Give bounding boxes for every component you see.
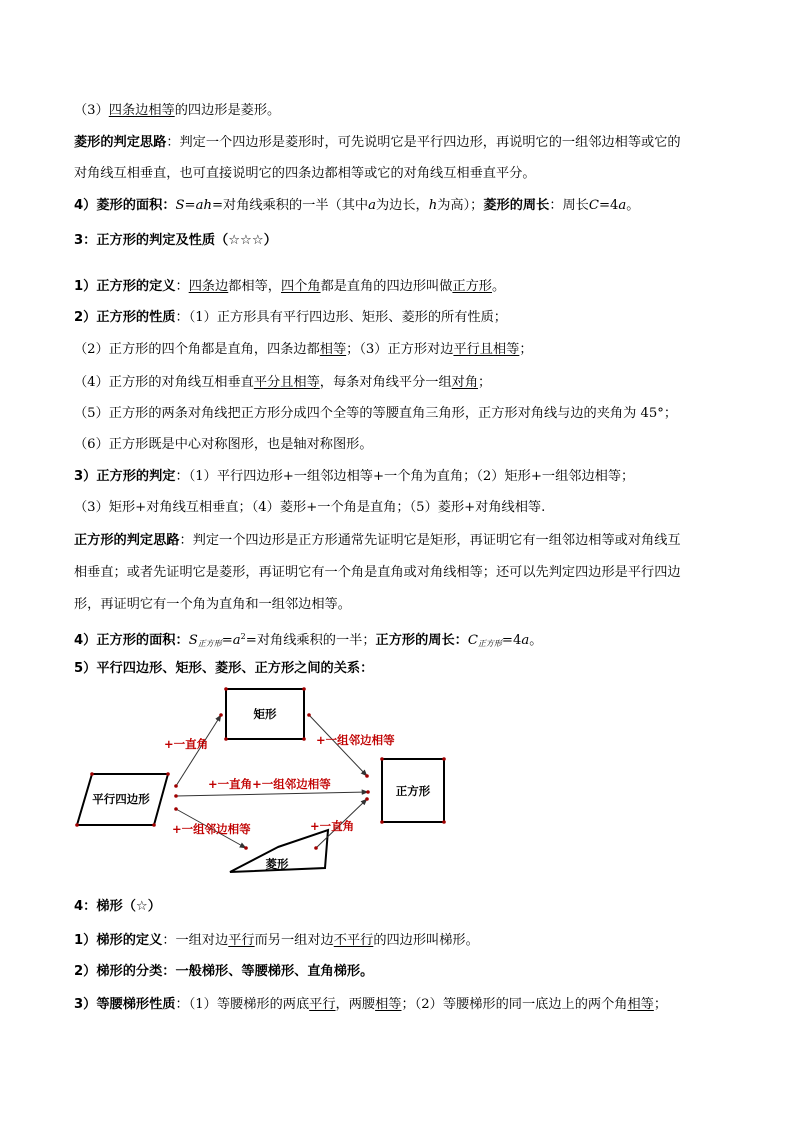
bold-heading: 3）正方形的判定	[74, 469, 176, 484]
math-var: S	[175, 198, 185, 213]
body-text: ；	[519, 342, 533, 357]
bold-heading: 1）正方形的定义	[74, 279, 176, 294]
body-text: 对角线互相垂直，也可直接说明它的四条边都相等或它的对角线互相垂直平分。	[74, 166, 536, 181]
math-op: =4	[501, 633, 522, 648]
key-term: 相等	[375, 997, 402, 1012]
text-line	[74, 932, 734, 950]
body-text: 都相等，	[228, 279, 281, 294]
text-line	[74, 499, 734, 517]
bold-heading: 菱形的周长	[483, 198, 550, 213]
body-text: ，两腰	[335, 997, 376, 1012]
text-line	[74, 102, 734, 120]
math-var: a	[368, 198, 376, 213]
body-text: ：（1）平行四边形+一组邻边相等+一个角为直角；（2）矩形+一组邻边相等；	[175, 469, 635, 484]
colon: ：	[454, 633, 468, 648]
body-text: =对角线乘积的一半（其中	[211, 198, 369, 213]
math-var: a	[232, 633, 241, 648]
key-term: 平分且相等	[253, 375, 320, 390]
bold-heading: 4）菱形的面积	[74, 198, 163, 213]
body-text: ，每条对角线平分一组	[319, 375, 452, 390]
text-line	[74, 996, 734, 1014]
bold-heading: 5）平行四边形、矩形、菱形、正方形之间的关系：	[74, 661, 374, 676]
key-term: 四个角	[281, 279, 321, 294]
text-line	[74, 374, 734, 392]
bold-heading: 正方形的周长	[375, 633, 455, 648]
text-line	[74, 628, 734, 653]
body-text: 为边长，	[375, 198, 429, 213]
label-para-to-rhombus: +一组邻边相等	[172, 822, 251, 836]
bold-heading: 3）等腰梯形性质	[74, 997, 176, 1012]
text-line	[74, 963, 734, 981]
math-subscript: 正方形	[197, 639, 222, 648]
math-var: S	[188, 633, 198, 648]
colon: ：	[162, 198, 176, 213]
key-term: 正方形	[452, 279, 492, 294]
square-label: 正方形	[395, 784, 431, 798]
body-text: =对角线乘积的一半；	[245, 633, 376, 648]
text-line	[74, 197, 734, 215]
math-op: =	[221, 633, 233, 648]
body-text: ：判定一个四边形是菱形时，可先说明它是平行四边形，再说明它的一组邻边相等或它的	[166, 135, 681, 150]
arrow-parallelogram-to-square	[176, 792, 368, 796]
body-text: 相垂直；或者先证明它是菱形，再证明它有一个角是直角或对角线相等；还可以先判定四边形是平行四边	[74, 565, 681, 580]
bold-heading: 4）正方形的面积	[74, 633, 176, 648]
body-text: 。	[626, 198, 640, 213]
text-line	[74, 341, 734, 359]
section-heading	[74, 898, 734, 916]
text-line	[74, 596, 734, 614]
math-op: =	[184, 198, 196, 213]
bold-heading: 2）正方形的性质	[74, 310, 176, 325]
key-term: 平行且相等	[453, 342, 520, 357]
body-text: （5）正方形的两条对角线把正方形分成四个全等的等腰直角三角形，正方形对角线与边的夹角为 45°；	[74, 406, 678, 421]
body-text: ；	[478, 375, 492, 390]
text-line	[74, 436, 734, 454]
body-text: ：一组对边	[162, 933, 229, 948]
text-line	[74, 564, 734, 582]
colon: ：	[175, 279, 189, 294]
math-exponent: 2	[240, 632, 246, 641]
key-term: 不平行	[333, 933, 374, 948]
body-text: 的四边形叫梯形。	[373, 933, 479, 948]
body-text: （6）正方形既是中心对称图形，也是轴对称图形。	[74, 437, 373, 452]
bold-heading: 1）梯形的定义	[74, 933, 163, 948]
body-text: 而另一组对边	[254, 933, 334, 948]
key-term: 四条边相等	[108, 103, 175, 118]
body-text: 为高）；	[437, 198, 484, 213]
text-line	[74, 468, 734, 486]
body-text: （2）正方形的四个角都是直角，四条边都	[74, 342, 320, 357]
label-rect-to-square: +一组邻边相等	[316, 733, 395, 747]
rhombus-label: 菱形	[265, 857, 289, 871]
text-line	[74, 405, 734, 423]
body-text: ：（1）等腰梯形的两底	[175, 997, 310, 1012]
quadrilateral-relationship-diagram	[70, 682, 470, 887]
label-para-to-square: +一直角+一组邻边相等	[208, 777, 331, 791]
body-text: ：判定一个四边形是正方形通常先证明它是矩形，再证明它有一组邻边相等或对角线互	[179, 533, 681, 548]
body-text: 形，再证明它有一个角为直角和一组邻边相等。	[74, 597, 351, 612]
math-var: ah	[195, 198, 212, 213]
key-term: 相等	[319, 342, 347, 357]
body-text: （4）正方形的对角线互相垂直	[74, 375, 254, 390]
math-var: a	[521, 633, 530, 648]
text-line	[74, 309, 734, 327]
bold-heading: 2）梯形的分类：一般梯形、等腰梯形、直角梯形。	[74, 964, 374, 979]
text-line	[74, 278, 734, 296]
bold-heading: 正方形的判定思路	[74, 533, 180, 548]
text-line	[74, 165, 734, 183]
body-text: ；（3）正方形对边	[346, 342, 454, 357]
label-para-to-rect: +一直角	[164, 737, 209, 751]
body-text: ；	[653, 997, 668, 1012]
bold-heading: 菱形的判定思路	[74, 135, 167, 150]
math-var: h	[428, 198, 438, 213]
key-term: 相等	[627, 997, 654, 1012]
math-op: =4	[598, 198, 619, 213]
body-text: 都是直角的四边形叫做	[320, 279, 453, 294]
math-var: a	[618, 198, 627, 213]
math-var: C	[467, 633, 478, 648]
text-line	[74, 660, 734, 678]
math-subscript: 正方形	[477, 639, 502, 648]
key-term: 对角	[451, 375, 479, 390]
text-line	[74, 134, 734, 152]
key-term: 平行	[228, 933, 255, 948]
section-heading	[74, 232, 734, 250]
key-term: 四条边	[188, 279, 229, 294]
section-title: 4：梯形（☆）	[74, 899, 161, 914]
key-term: 平行	[309, 997, 336, 1012]
colon: ：	[175, 633, 189, 648]
rectangle-label: 矩形	[253, 707, 277, 721]
math-var: C	[588, 198, 599, 213]
body-text: 。	[492, 279, 506, 294]
text-line	[74, 532, 734, 550]
body-text: 。	[529, 633, 543, 648]
body-text: （3）矩形+对角线互相垂直；（4）菱形+一个角是直角；（5）菱形+对角线相等.	[74, 500, 546, 515]
body-text: ：（1）正方形具有平行四边形、矩形、菱形的所有性质；	[175, 310, 507, 325]
body-text: ；（2）等腰梯形的同一底边上的两个角	[401, 997, 628, 1012]
body-text: ：周长	[549, 198, 589, 213]
body-text: 的四边形是菱形。	[174, 103, 281, 118]
item-number: （3）	[74, 103, 109, 118]
section-title: 3：正方形的判定及性质（☆☆☆）	[74, 233, 277, 248]
label-rhombus-to-square: +一直角	[310, 819, 355, 833]
parallelogram-label: 平行四边形	[92, 792, 150, 806]
